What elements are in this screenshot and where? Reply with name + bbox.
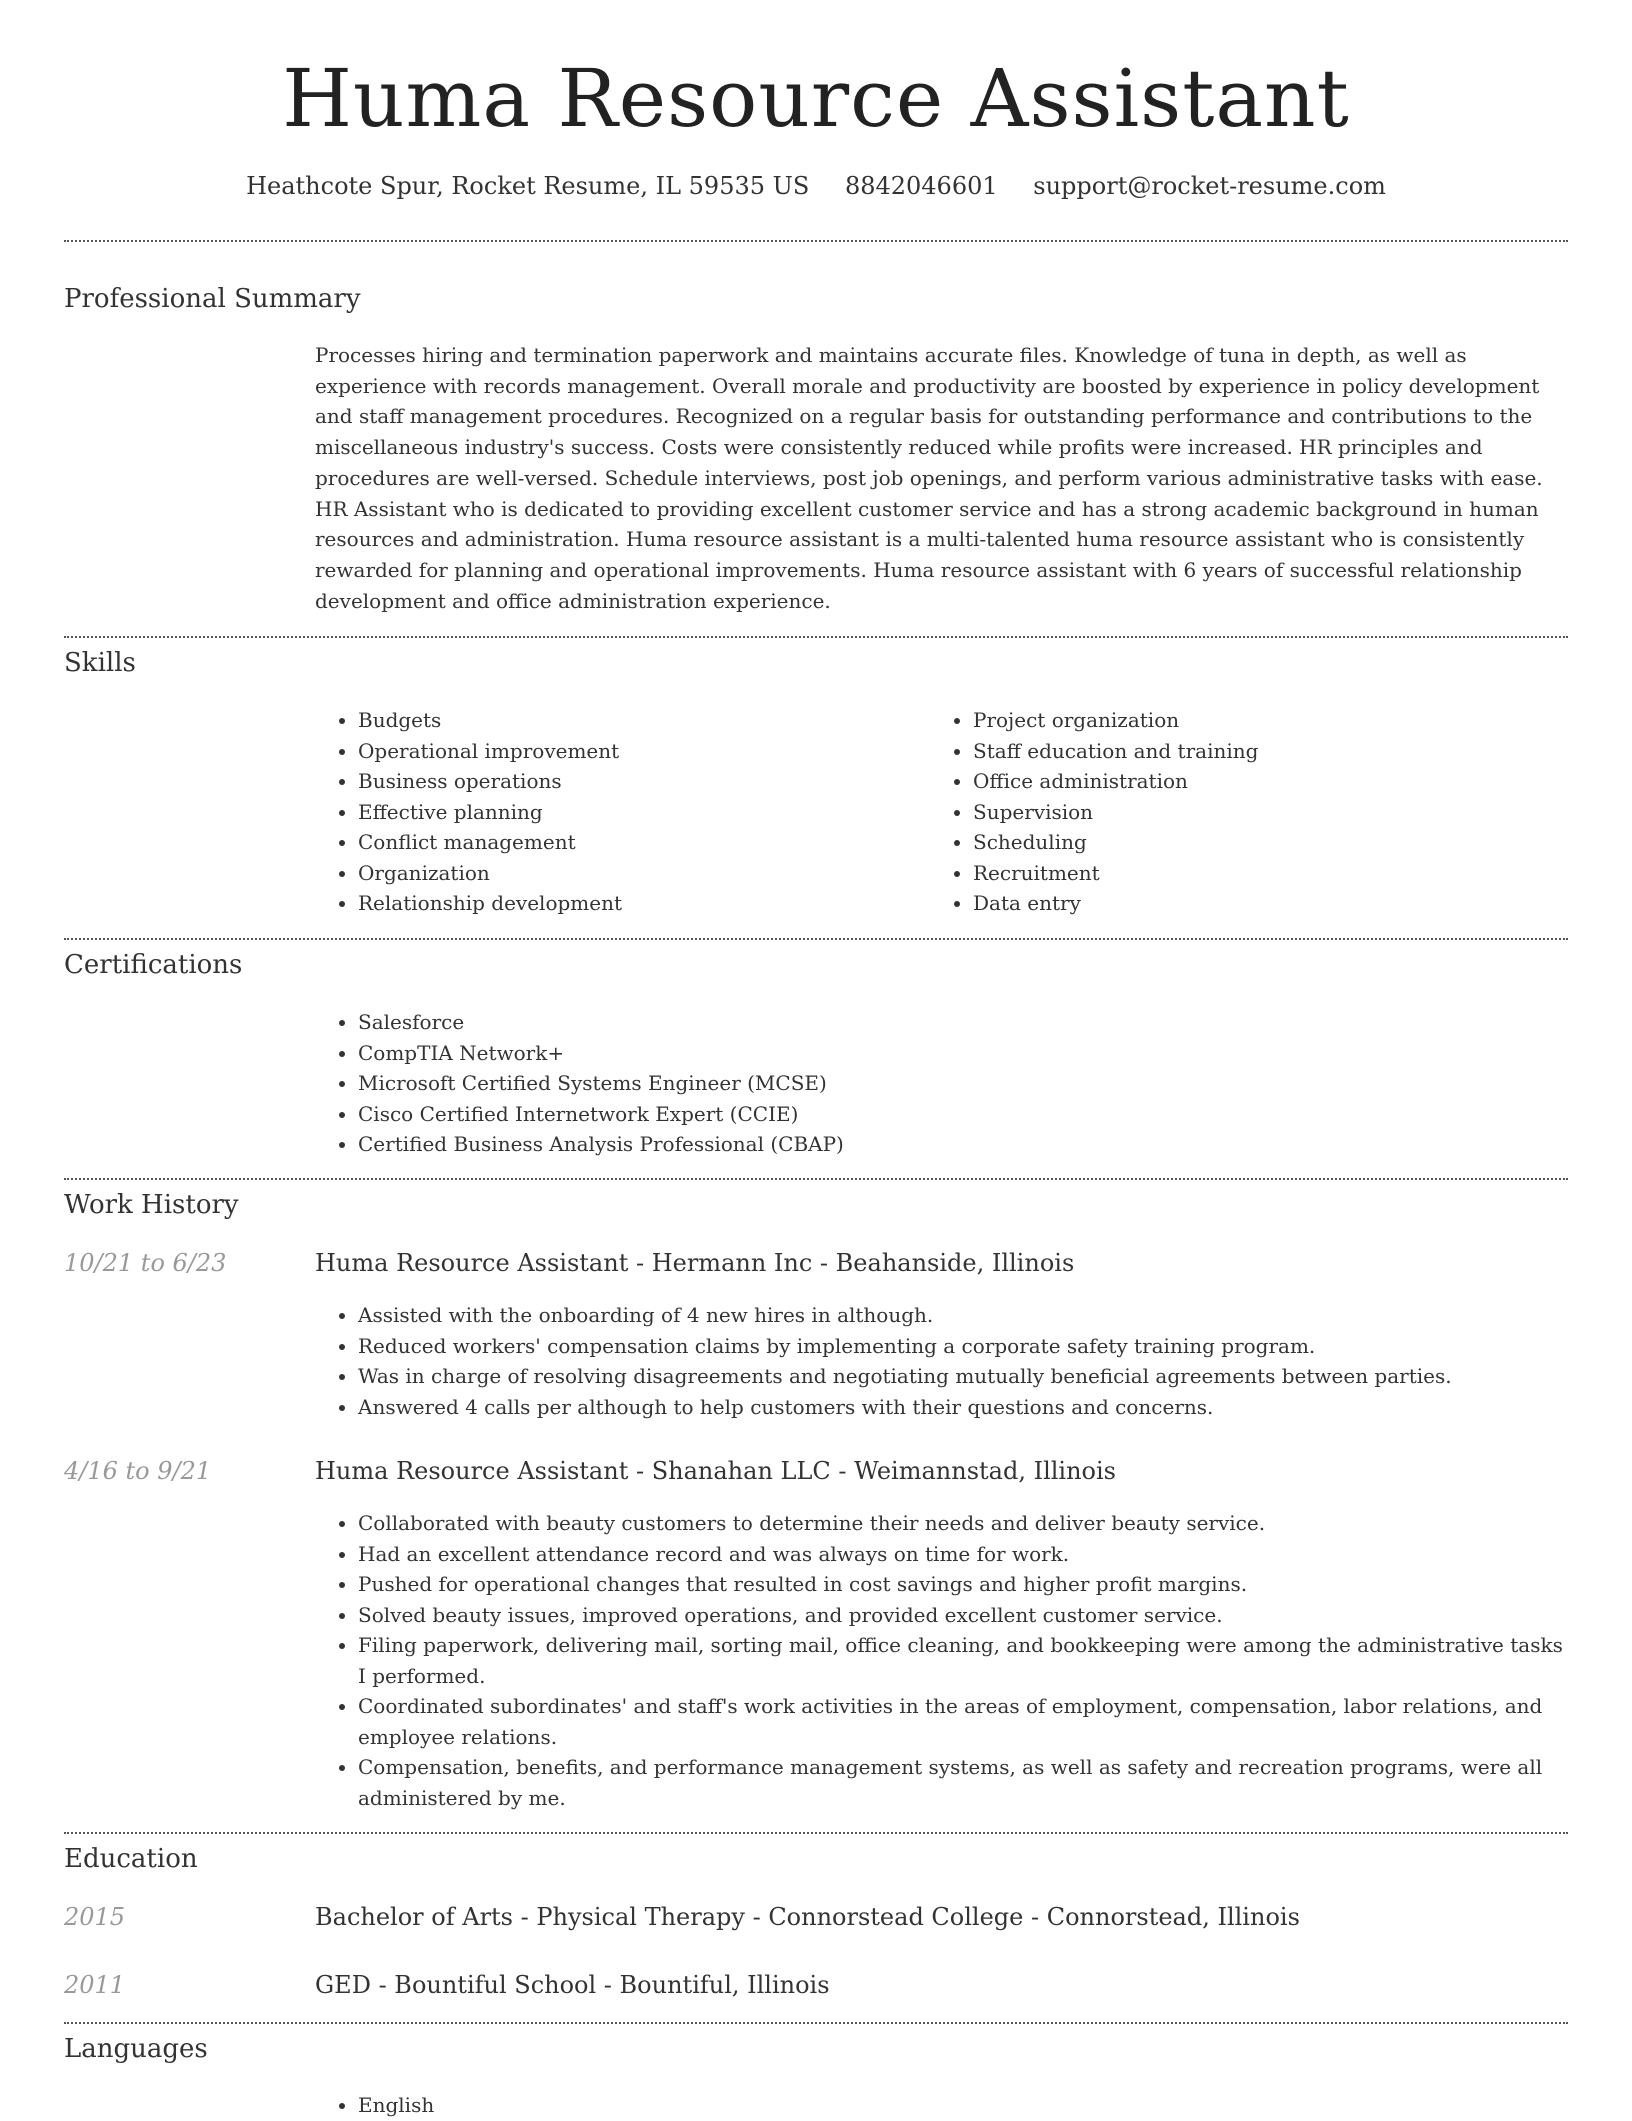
skill-item: • Office administration	[973, 766, 1258, 797]
certification-item: • Cisco Certified Internetwork Expert (CCIE)	[358, 1099, 844, 1130]
contact-line	[0, 172, 1632, 200]
job-bullet: • Coordinated subordinates' and staff's work activities in the areas of employment, compensation, labor relations, and employee relations.	[358, 1691, 1568, 1752]
certification-item: • Microsoft Certified Systems Engineer (MCSE)	[358, 1068, 844, 1099]
contact-address: Heathcote Spur, Rocket Resume, IL 59535 US	[246, 172, 810, 200]
certifications-title: Certifications	[64, 950, 243, 980]
languages-list	[314, 2090, 434, 2121]
section-divider	[64, 1178, 1568, 1180]
job-bullets	[314, 1508, 1568, 1813]
skill-item: • Operational improvement	[358, 736, 622, 767]
skill-item: • Scheduling	[973, 827, 1258, 858]
skill-item: • Effective planning	[358, 797, 622, 828]
job-dates: 10/21 to 6/23	[64, 1249, 227, 1277]
certifications-list	[314, 1007, 844, 1160]
section-divider	[64, 2022, 1568, 2024]
job-heading: Huma Resource Assistant - Hermann Inc - Beahanside, Illinois	[315, 1249, 1075, 1277]
skills-list-left	[314, 705, 622, 919]
contact-email: support@rocket-resume.com	[1033, 172, 1386, 200]
resume-name: Huma Resource Assistant	[282, 52, 1350, 145]
job-bullet: • Assisted with the onboarding of 4 new hires in although.	[358, 1300, 1452, 1331]
education-year: 2011	[64, 1971, 126, 1999]
skill-item: • Conflict management	[358, 827, 622, 858]
education-heading: GED - Bountiful School - Bountiful, Illinois	[315, 1971, 830, 1999]
job-bullet: • Collaborated with beauty customers to determine their needs and deliver beauty service.	[358, 1508, 1568, 1539]
job-bullet: • Had an excellent attendance record and was always on time for work.	[358, 1539, 1568, 1570]
section-divider	[64, 240, 1568, 242]
education-heading: Bachelor of Arts - Physical Therapy - Connorstead College - Connorstead, Illinois	[315, 1903, 1300, 1931]
skill-item: • Data entry	[973, 888, 1258, 919]
job-bullet: • Pushed for operational changes that resulted in cost savings and higher profit margins.	[358, 1569, 1568, 1600]
job-bullet: • Reduced workers' compensation claims by implementing a corporate safety training program.	[358, 1331, 1452, 1362]
education-year: 2015	[64, 1903, 126, 1931]
work-history-title: Work History	[64, 1190, 239, 1220]
job-dates: 4/16 to 9/21	[64, 1457, 212, 1485]
skill-item: • Recruitment	[973, 858, 1258, 889]
certification-item: • CompTIA Network+	[358, 1038, 844, 1069]
certification-item: • Certified Business Analysis Professional (CBAP)	[358, 1129, 844, 1160]
job-bullets	[314, 1300, 1452, 1422]
job-bullet: • Solved beauty issues, improved operations, and provided excellent customer service.	[358, 1600, 1568, 1631]
skill-item: • Staff education and training	[973, 736, 1258, 767]
job-bullet: • Filing paperwork, delivering mail, sorting mail, office cleaning, and bookkeeping were among the administrative tasks I performed.	[358, 1630, 1568, 1691]
job-bullet: • Was in charge of resolving disagreements and negotiating mutually beneficial agreements between parties.	[358, 1361, 1452, 1392]
language-item: • English	[358, 2090, 434, 2121]
contact-phone: 8842046601	[844, 172, 998, 200]
section-divider	[64, 1832, 1568, 1834]
section-divider	[64, 636, 1568, 638]
skill-item: • Supervision	[973, 797, 1258, 828]
job-bullet: • Answered 4 calls per although to help customers with their questions and concerns.	[358, 1392, 1452, 1423]
skill-item: • Business operations	[358, 766, 622, 797]
languages-title: Languages	[64, 2034, 208, 2064]
job-heading: Huma Resource Assistant - Shanahan LLC - Weimannstad, Illinois	[315, 1457, 1116, 1485]
job-bullet: • Compensation, benefits, and performance management systems, as well as safety and recreation programs, were all administered by me.	[358, 1752, 1568, 1813]
skill-item: • Organization	[358, 858, 622, 889]
skill-item: • Budgets	[358, 705, 622, 736]
skills-title: Skills	[64, 648, 136, 678]
skill-item: • Relationship development	[358, 888, 622, 919]
certification-item: • Salesforce	[358, 1007, 844, 1038]
summary-text: Processes hiring and termination paperwork and maintains accurate files. Knowledge of tuna in depth, as well as experience with records management. Overall morale and productivity are boosted by experience in policy development and staff management procedures. Recognized on a regular basis for outstanding performance and contributions to the miscellaneous industry's success. Costs were consistently reduced while profits were increased. HR principles and procedures are well-versed. Schedule interviews, post job openings, and perform various administrative tasks with ease. HR Assistant who is dedicated to providing excellent customer service and has a strong academic background in human resources and administration. Huma resource assistant is a multi-talented huma resource assistant who is consistently rewarded for planning and operational improvements. Huma resource assistant with 6 years of successful relationship development and office administration experience.	[315, 343, 1543, 613]
skills-list-right	[929, 705, 1258, 919]
education-title: Education	[64, 1844, 198, 1874]
skill-item: • Project organization	[973, 705, 1258, 736]
section-divider	[64, 938, 1568, 940]
summary-title: Professional Summary	[64, 284, 361, 314]
